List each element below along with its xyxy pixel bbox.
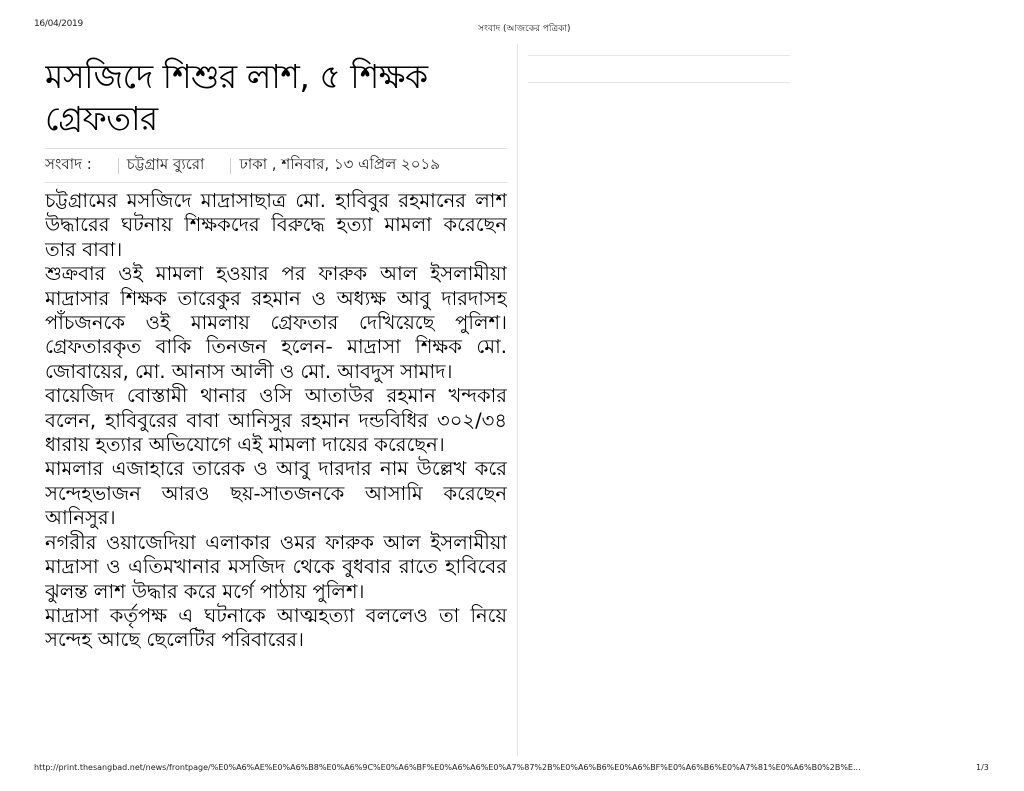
article-byline bbox=[45, 148, 507, 183]
article-paragraph: চট্টগ্রামের মসজিদে মাদ্রাসাছাত্র মো. হাবিবুর রহমানের লাশ উদ্ধারের ঘটনায় শিক্ষকদের বিরুদ্ধে হত্যা মামলা করেছেন তার বাবা। bbox=[45, 189, 507, 261]
print-footer-url: http://print.thesangbad.net/news/frontpage/%E0%A6%AE%E0%A6%B8%E0%A6%9C%E0%A6%BF%E0%A6%A6%E0%A7%87%2B%E0%A6%B6%E0%A6%BF%E0%A6%B6%E0%A7%81%E0%A6%B0%2B%E... bbox=[34, 763, 861, 772]
article-paragraph: শুক্রবার ওই মামলা হওয়ার পর ফারুক আল ইসলামীয়া মাদ্রাসার শিক্ষক তারেকুর রহমান ও অধ্যক্ষ আবু দারদাসহ পাঁচজনকে ওই মামলায় গ্রেফতার দেখিয়েছে পুলিশ। গ্রেফতারকৃত বাকি তিনজন হলেন- মাদ্রাসা শিক্ষক মো. জোবায়ের, মো. আনাস আলী ও মো. আবদুস সামাদ। bbox=[45, 262, 507, 383]
column-divider bbox=[517, 44, 518, 756]
article-paragraph: মাদ্রাসা কর্তৃপক্ষ এ ঘটনাকে আত্মহত্যা বললেও তা নিয়ে সন্দেহ আছে ছেলেটির পরিবারের। bbox=[45, 603, 507, 652]
sidebar-rule-top bbox=[528, 55, 790, 56]
print-page-title: সংবাদ (আজকের পত্রিকা) bbox=[478, 24, 571, 34]
byline-dateline: ঢাকা , শনিবার, ১৩ এপ্রিল ২০১৯ bbox=[239, 155, 441, 173]
article-body bbox=[45, 189, 507, 653]
article bbox=[45, 56, 507, 756]
byline-source-label: সংবাদ : bbox=[45, 155, 92, 173]
article-paragraph: বায়েজিদ বোস্তামী থানার ওসি আতাউর রহমান খন্দকার বলেন, হাবিবুরের বাবা আনিসুর রহমান দন্ডবিধির ৩০২/৩৪ ধারায় হত্যার অভিযোগে এই মামলা দায়ের করেছেন। bbox=[45, 384, 507, 457]
article-paragraph: মামলার এজাহারে তারেক ও আবু দারদার নাম উল্লেখ করে সন্দেহভাজন আরও ছয়-সাতজনকে আসামি করেছেন আনিসুর। bbox=[45, 457, 507, 530]
article-paragraph: নগরীর ওয়াজেদিয়া এলাকার ওমর ফারুক আল ইসলামীয়া মাদ্রাসা ও এতিমখানার মসজিদ থেকে বুধবার রাতে হাবিবের ঝুলন্ত লাশ উদ্ধার করে মর্গে পাঠায় পুলিশ। bbox=[45, 530, 507, 603]
byline-reporter: চট্টগ্রাম ব্যুরো bbox=[126, 155, 205, 173]
sidebar-rule-bottom bbox=[528, 82, 790, 83]
print-page-number: 1/3 bbox=[976, 763, 989, 772]
article-headline: মসজিদে শিশুর লাশ, ৫ শিক্ষক গ্রেফতার bbox=[45, 57, 428, 138]
print-date: 16/04/2019 bbox=[34, 19, 83, 29]
byline-separator bbox=[118, 158, 119, 174]
byline-separator bbox=[230, 158, 231, 174]
